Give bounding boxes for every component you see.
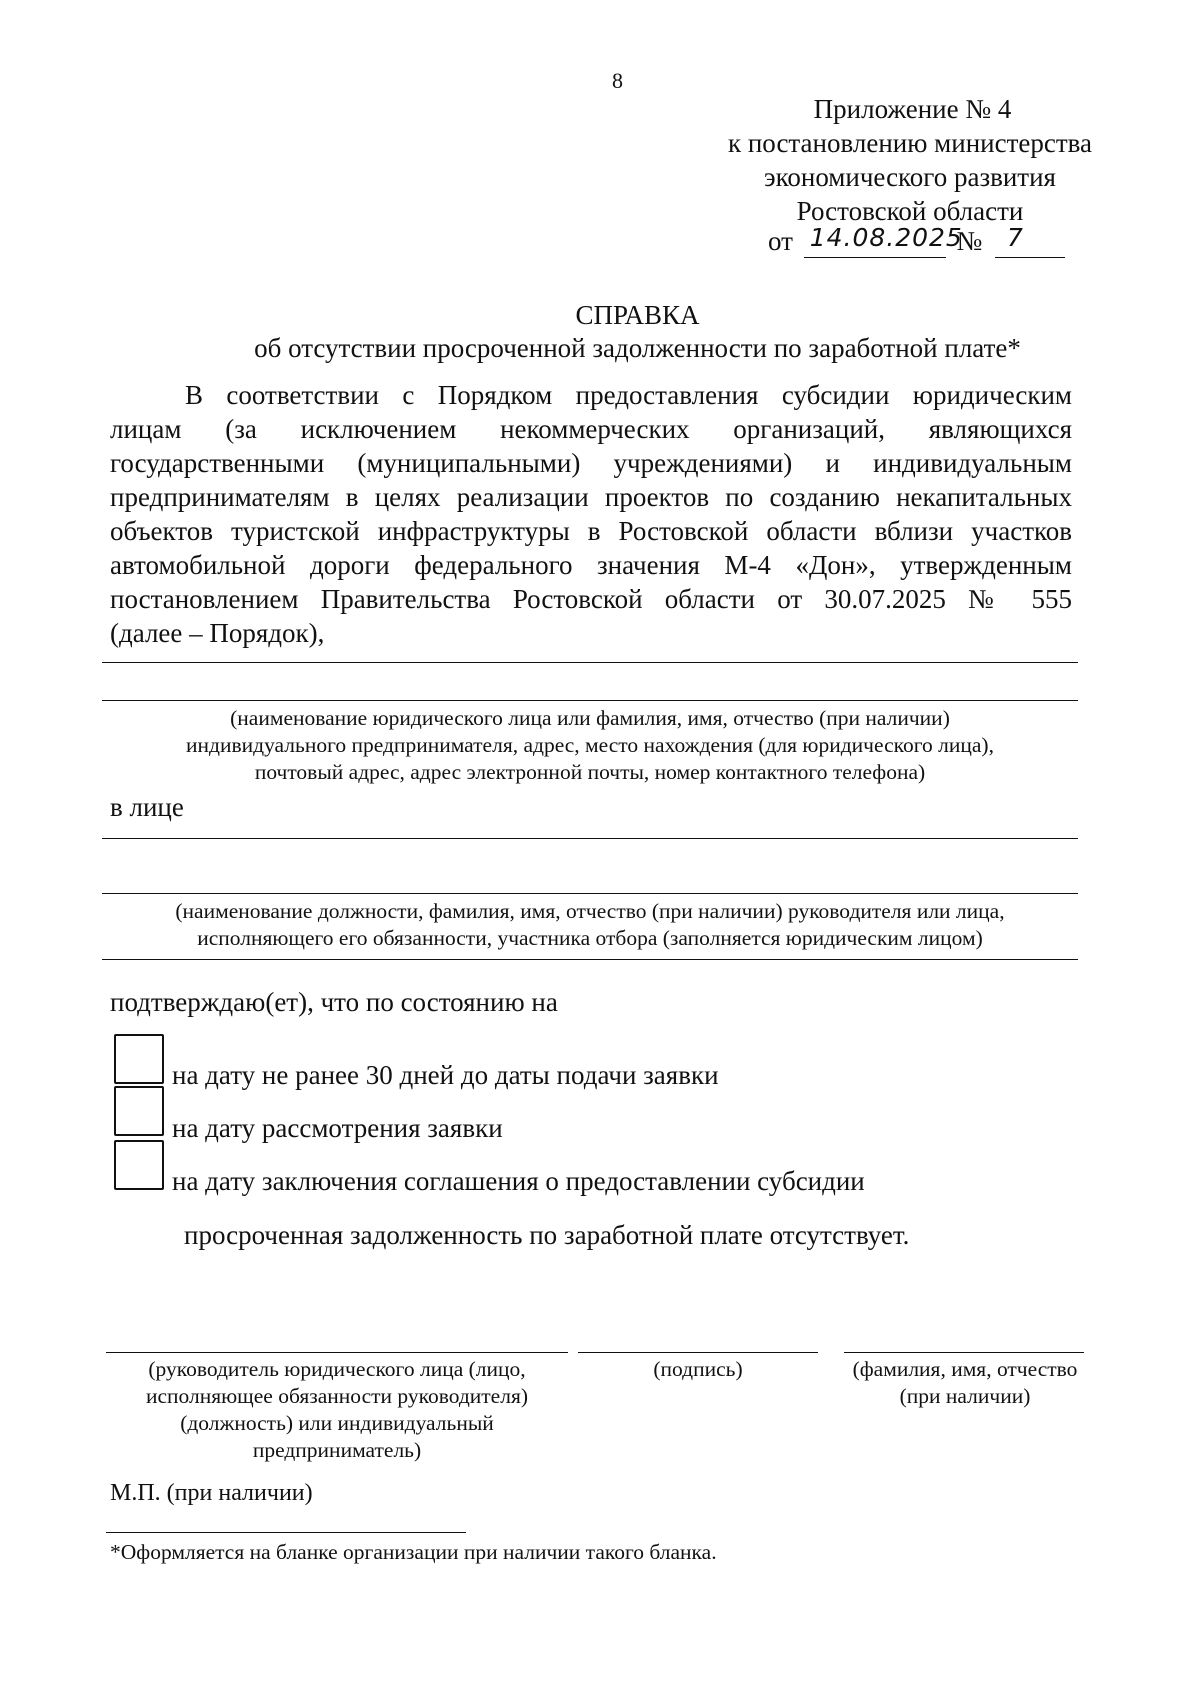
option-checkbox-3[interactable] — [114, 1140, 164, 1190]
date-field[interactable] — [804, 223, 963, 258]
hint-line: индивидуального предпринимателя, адрес, место нахождения (для юридического лица), — [186, 733, 994, 757]
option-checkbox-2[interactable] — [114, 1086, 164, 1136]
applicant-line-1[interactable] — [102, 662, 1078, 663]
role-signature-line[interactable] — [106, 1352, 568, 1353]
role-hint-line: (руководитель юридического лица (лицо, — [148, 1357, 526, 1381]
role-hint-line: предприниматель) — [252, 1438, 422, 1462]
body-line: предпринимателям в целях реализации проектов по созданию некапитальных — [110, 482, 1072, 512]
annex-date-row — [768, 224, 1065, 258]
confirm-text: подтверждаю(ет), что по состоянию на — [110, 987, 558, 1017]
page-number: 8 — [612, 68, 623, 93]
hint-line: исполняющего его обязанности, участника отбора (заполняется юридическим лицом) — [197, 926, 983, 950]
body-line: объектов туристской инфраструктуры в Ростовской области вблизи участков — [110, 516, 1072, 546]
hint-line: (наименование юридического лица или фамилия, имя, отчество (при наличии) — [230, 706, 950, 730]
applicant-line-2[interactable] — [102, 700, 1078, 701]
name-hint-line: (при наличии) — [899, 1384, 1031, 1408]
representative-hint — [102, 898, 1078, 952]
footnote: *Оформляется на бланке организации при наличии такого бланка. — [110, 1540, 717, 1564]
number-prefix: № — [956, 226, 983, 256]
body-line: государственными (муниципальными) учреждениями) и индивидуальным — [110, 448, 1072, 478]
option-label-2: на дату рассмотрения заявки — [172, 1113, 503, 1143]
representative-line-1[interactable] — [102, 838, 1078, 839]
option-label-3: на дату заключения соглашения о предоставлении субсидии — [172, 1166, 865, 1196]
stamp-label — [110, 1474, 313, 1510]
name-hint-line: (фамилия, имя, отчество — [852, 1357, 1078, 1381]
annex-line-2: к постановлению министерства — [727, 128, 1093, 158]
role-hint — [106, 1356, 568, 1464]
stamp-label-text: М.П. (при наличии) — [110, 1480, 313, 1506]
option-checkbox-1[interactable] — [114, 1034, 164, 1084]
date-value: 14.08.2025 — [809, 223, 963, 252]
body-paragraph — [110, 378, 1072, 650]
representative-line-2[interactable] — [102, 893, 1078, 894]
in-person-label: в лице — [110, 792, 184, 822]
date-prefix: от — [768, 226, 793, 256]
signature-line[interactable] — [578, 1352, 818, 1353]
number-field[interactable] — [995, 223, 1065, 258]
hint-line: почтовый адрес, адрес электронной почты, номер контактного телефона) — [254, 760, 926, 784]
name-signature-line[interactable] — [844, 1352, 1084, 1353]
applicant-hint — [102, 705, 1078, 786]
document-title: СПРАВКА — [575, 300, 700, 330]
number-value: 7 — [1006, 223, 1024, 252]
role-hint-line: (должность) или индивидуальный — [180, 1411, 494, 1435]
document-subtitle: об отсутствии просроченной задолженности по заработной плате* — [254, 333, 1021, 363]
annex-title: Приложение № 4 — [813, 94, 1012, 124]
option-label-1: на дату не ранее 30 дней до даты подачи заявки — [172, 1060, 719, 1090]
body-line: В соответствии с Порядком предоставления субсидии юридическим — [185, 380, 1072, 410]
annex-line-3: экономического развития — [764, 162, 1056, 192]
role-hint-line: исполняющее обязанности руководителя) — [145, 1384, 529, 1408]
annex-line-4: Ростовской области — [796, 196, 1024, 226]
hint-line: (наименование должности, фамилия, имя, отчество (при наличии) руководителя или лица, — [175, 899, 1005, 923]
signature-hint: (подпись) — [653, 1357, 743, 1381]
representative-hint-underline — [102, 959, 1078, 960]
body-line: лицам (за исключением некоммерческих организаций, являющихся — [110, 414, 1072, 444]
name-hint — [830, 1356, 1100, 1410]
body-line: постановлением Правительства Ростовской области от 30.07.2025 № 555 — [110, 584, 1072, 614]
conclusion-text: просроченная задолженность по заработной плате отсутствует. — [184, 1220, 910, 1250]
body-line: автомобильной дороги федерального значения М-4 «Дон», утвержденным — [110, 550, 1072, 580]
annex-block — [700, 92, 1120, 228]
body-line: (далее – Порядок), — [110, 618, 325, 648]
footnote-separator — [106, 1532, 466, 1533]
